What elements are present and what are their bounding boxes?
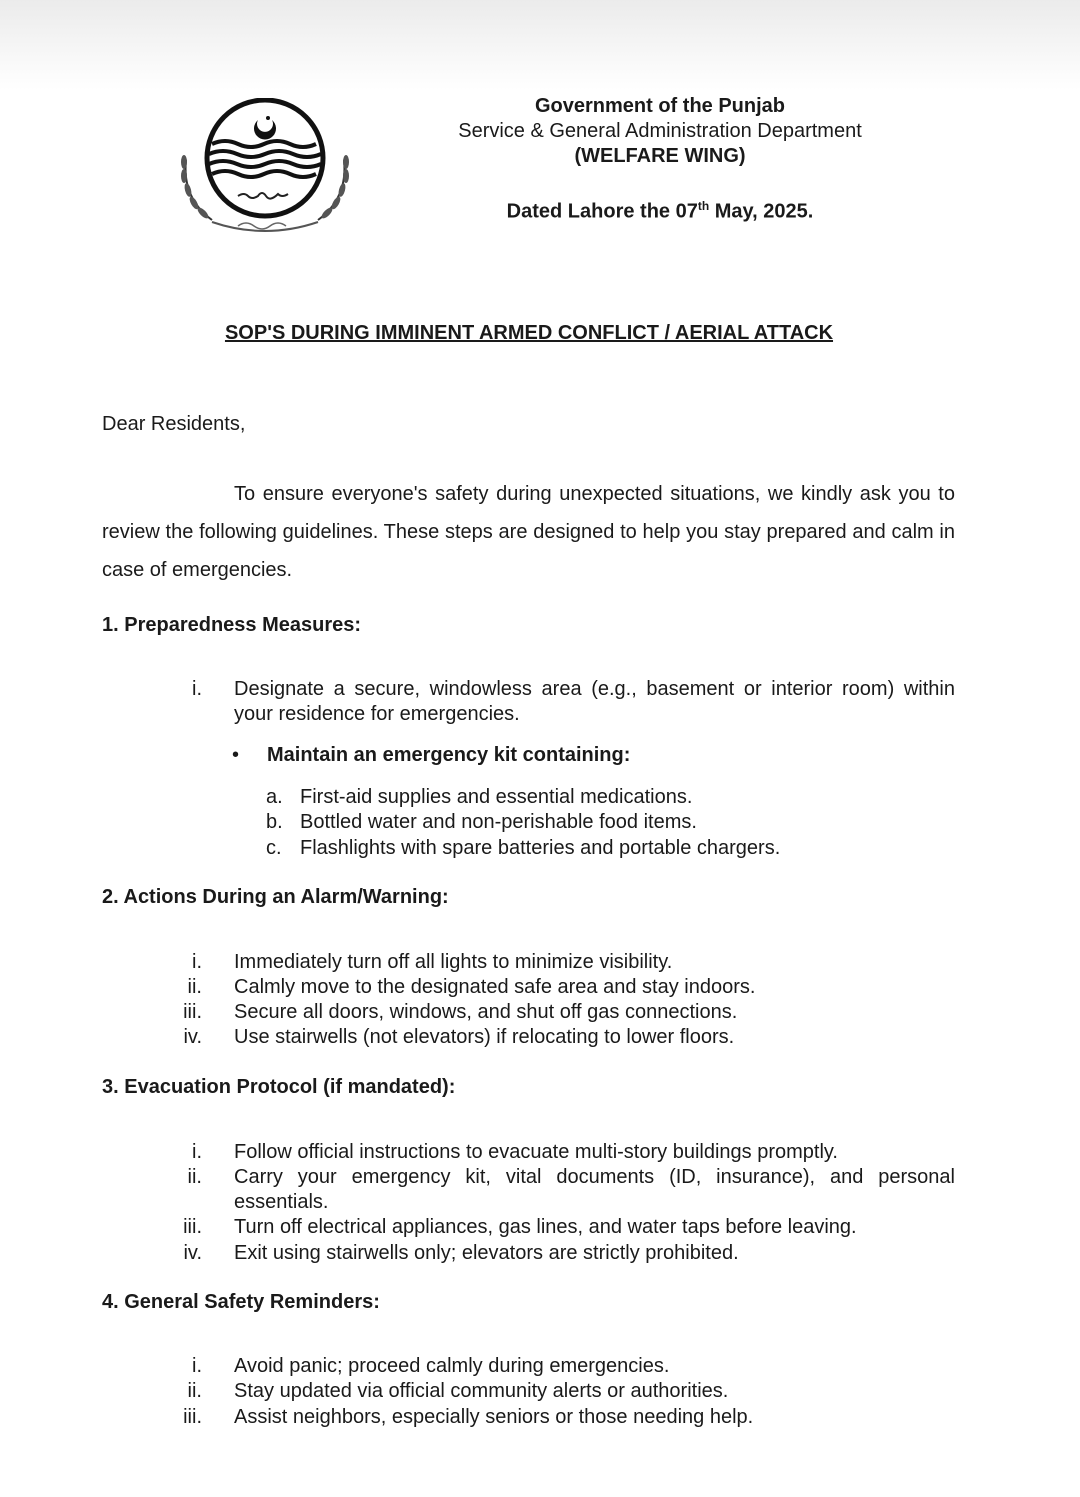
list-item-number: i. bbox=[192, 951, 202, 973]
list-item-number: i. bbox=[192, 1355, 202, 1377]
list-item-number: iii. bbox=[183, 1406, 202, 1428]
list-item-text: Turn off electrical appliances, gas lines, and water taps before leaving. bbox=[234, 1216, 857, 1238]
list-item-text: Carry your emergency kit, vital documents (ID, insurance), and personal essentials. bbox=[234, 1166, 955, 1213]
section-heading-evacuation: 3. Evacuation Protocol (if mandated): bbox=[102, 1076, 456, 1098]
list-item-number: ii. bbox=[187, 1380, 202, 1402]
list-item-text: Designate a secure, windowless area (e.g., basement or interior room) within your residence for emergencies. bbox=[234, 678, 955, 725]
list-item-text: Exit using stairwells only; elevators are strictly prohibited. bbox=[234, 1242, 739, 1264]
bullet-icon: • bbox=[232, 744, 240, 766]
list-item-number: iii. bbox=[183, 1001, 202, 1023]
list-item-text: Follow official instructions to evacuate multi-story buildings promptly. bbox=[234, 1141, 838, 1163]
list-item-text: Stay updated via official community alerts or authorities. bbox=[234, 1380, 729, 1402]
kit-item-text: First-aid supplies and essential medications. bbox=[300, 786, 693, 808]
header-date-line: Dated Lahore the 07th May, 2025. bbox=[506, 199, 814, 223]
header-government-name: Government of the Punjab bbox=[534, 95, 786, 117]
list-item-number: i. bbox=[192, 1141, 202, 1163]
list-item-text: Secure all doors, windows, and shut off gas connections. bbox=[234, 1001, 738, 1023]
page-top-shadow bbox=[0, 0, 1080, 90]
list-item-text: Assist neighbors, especially seniors or those needing help. bbox=[234, 1406, 754, 1428]
salutation: Dear Residents, bbox=[102, 413, 246, 435]
kit-item-text: Bottled water and non-perishable food items. bbox=[300, 811, 697, 833]
list-item-number: ii. bbox=[187, 976, 202, 998]
list-item-text: Avoid panic; proceed calmly during emergencies. bbox=[234, 1355, 670, 1377]
list-item-text: Use stairwells (not elevators) if relocating to lower floors. bbox=[234, 1026, 735, 1048]
list-item-number: iv. bbox=[183, 1242, 202, 1264]
kit-item-number: b. bbox=[266, 811, 283, 833]
list-item-number: ii. bbox=[187, 1166, 202, 1188]
section-heading-safety-reminders: 4. General Safety Reminders: bbox=[102, 1291, 380, 1313]
list-item-text: Immediately turn off all lights to minimize visibility. bbox=[234, 951, 673, 973]
intro-paragraph: To ensure everyone's safety during unexpected situations, we kindly ask you to review the following guidelines. These steps are designed to help you stay prepared and calm in case of emergencies. bbox=[102, 483, 955, 581]
header-wing-name: (WELFARE WING) bbox=[574, 145, 746, 167]
section-heading-preparedness: 1. Preparedness Measures: bbox=[102, 614, 362, 636]
list-item-number: iii. bbox=[183, 1216, 202, 1238]
subject-heading: SOP'S DURING IMMINENT ARMED CONFLICT / AERIAL ATTACK bbox=[224, 322, 834, 344]
list-item-text: Calmly move to the designated safe area and stay indoors. bbox=[234, 976, 756, 998]
punjab-emblem-logo bbox=[172, 98, 358, 240]
kit-item-number: c. bbox=[266, 837, 282, 859]
list-item-number: i. bbox=[192, 678, 202, 700]
kit-item-number: a. bbox=[266, 786, 283, 808]
list-item-number: iv. bbox=[183, 1026, 202, 1048]
header-department-name: Service & General Administration Department bbox=[458, 120, 862, 142]
kit-item-text: Flashlights with spare batteries and portable chargers. bbox=[300, 837, 781, 859]
section-heading-alarm-actions: 2. Actions During an Alarm/Warning: bbox=[102, 886, 449, 908]
kit-bullet-label: Maintain an emergency kit containing: bbox=[267, 744, 631, 766]
